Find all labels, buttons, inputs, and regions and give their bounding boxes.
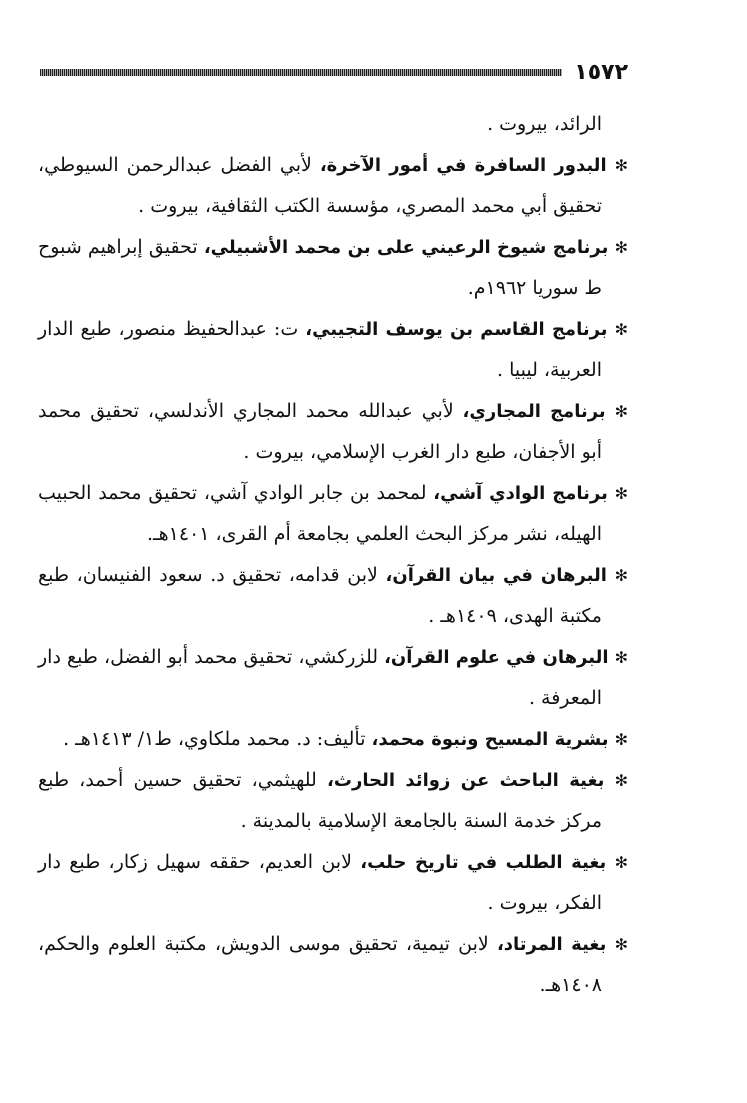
asterisk-bullet-icon: ✻: [614, 238, 628, 257]
entry-title: البرهان في علوم القرآن،: [384, 647, 609, 668]
entry-title: البدور السافرة في أمور الآخرة،: [319, 155, 607, 176]
entry-text: لأبي عبدالله محمد المجاري الأندلسي، تحقيق محمد أبو الأجفان، طبع دار الغرب الإسلامي، بيروت .: [38, 400, 602, 463]
entry-title: برنامج المجاري،: [462, 401, 606, 422]
entry-title: بغية الطلب في تاريخ حلب،: [360, 852, 607, 873]
bibliography-entry: [38, 473, 628, 555]
asterisk-bullet-icon: ✻: [614, 320, 629, 339]
asterisk-bullet-icon: ✻: [614, 771, 628, 790]
entry-title: بشرية المسيح ونبوة محمد،: [371, 729, 609, 750]
bibliography-list: [38, 104, 628, 1006]
page-number: ١٥٧٢: [574, 59, 628, 85]
bibliography-entry: [38, 145, 628, 227]
bibliography-entry: [38, 760, 628, 842]
asterisk-bullet-icon: ✻: [614, 853, 629, 872]
entry-text: لأبي الفضل عبدالرحمن السيوطي، تحقيق أبي محمد المصري، مؤسسة الكتب الثقافية، بيروت .: [38, 154, 602, 217]
entry-text: لابن العديم، حققه سهيل زكار، طبع دار الفكر، بيروت .: [38, 851, 602, 914]
entry-title: بغية الباحث عن زوائد الحارث،: [327, 770, 605, 791]
continuation-line: الرائد، بيروت .: [487, 113, 602, 135]
entry-text: لمحمد بن جابر الوادي آشي، تحقيق محمد الحبيب الهيله، نشر مركز البحث العلمي بجامعة أم القرى، ١٤٠١هـ.: [38, 482, 602, 545]
bibliography-entry: [38, 924, 628, 1006]
asterisk-bullet-icon: ✻: [614, 648, 628, 667]
entry-text: للزركشي، تحقيق محمد أبو الفضل، طبع دار المعرفة .: [38, 646, 602, 709]
entry-text: لابن تيمية، تحقيق موسى الدويش، مكتبة العلوم والحكم، ١٤٠٨هـ.: [38, 933, 602, 996]
asterisk-bullet-icon: ✻: [614, 566, 628, 585]
entry-title: برنامج شيوخ الرعيني على بن محمد الأشبيلي،: [203, 237, 609, 258]
entry-text: لابن قدامه، تحقيق د. سعود الفنيسان، طبع مكتبة الهدى، ١٤٠٩هـ .: [38, 564, 602, 627]
asterisk-bullet-icon: ✻: [614, 935, 628, 954]
entry-title: برنامج القاسم بن يوسف التجيبي،: [305, 319, 608, 340]
entry-title: برنامج الوادي آشي،: [433, 483, 608, 504]
entry-text: ت: عبدالحفيظ منصور، طبع الدار العربية، ليبيا .: [38, 318, 602, 381]
asterisk-bullet-icon: ✻: [614, 730, 628, 749]
bibliography-entry: [38, 842, 628, 924]
bibliography-entry: [38, 227, 628, 309]
header-rule: [40, 69, 562, 76]
entry-text: تأليف: د. محمد ملكاوي، ط١/ ١٤١٣هـ .: [63, 728, 372, 750]
bibliography-entry: [38, 555, 628, 637]
entry-title: البرهان في بيان القرآن،: [385, 565, 607, 586]
bibliography-entry: [38, 637, 628, 719]
asterisk-bullet-icon: ✻: [614, 484, 628, 503]
asterisk-bullet-icon: ✻: [614, 156, 628, 175]
entry-text: للهيثمي، تحقيق حسين أحمد، طبع مركز خدمة السنة بالجامعة الإسلامية بالمدينة .: [38, 769, 602, 832]
bibliography-entry: [38, 309, 628, 391]
bibliography-entry: [38, 391, 628, 473]
page-header: [40, 59, 628, 85]
entry-text: تحقيق إبراهيم شبوح ط سوريا ١٩٦٢م.: [38, 236, 602, 299]
bibliography-entry: [38, 719, 628, 760]
entry-title: بغية المرتاد،: [496, 934, 607, 955]
asterisk-bullet-icon: ✻: [614, 402, 628, 421]
